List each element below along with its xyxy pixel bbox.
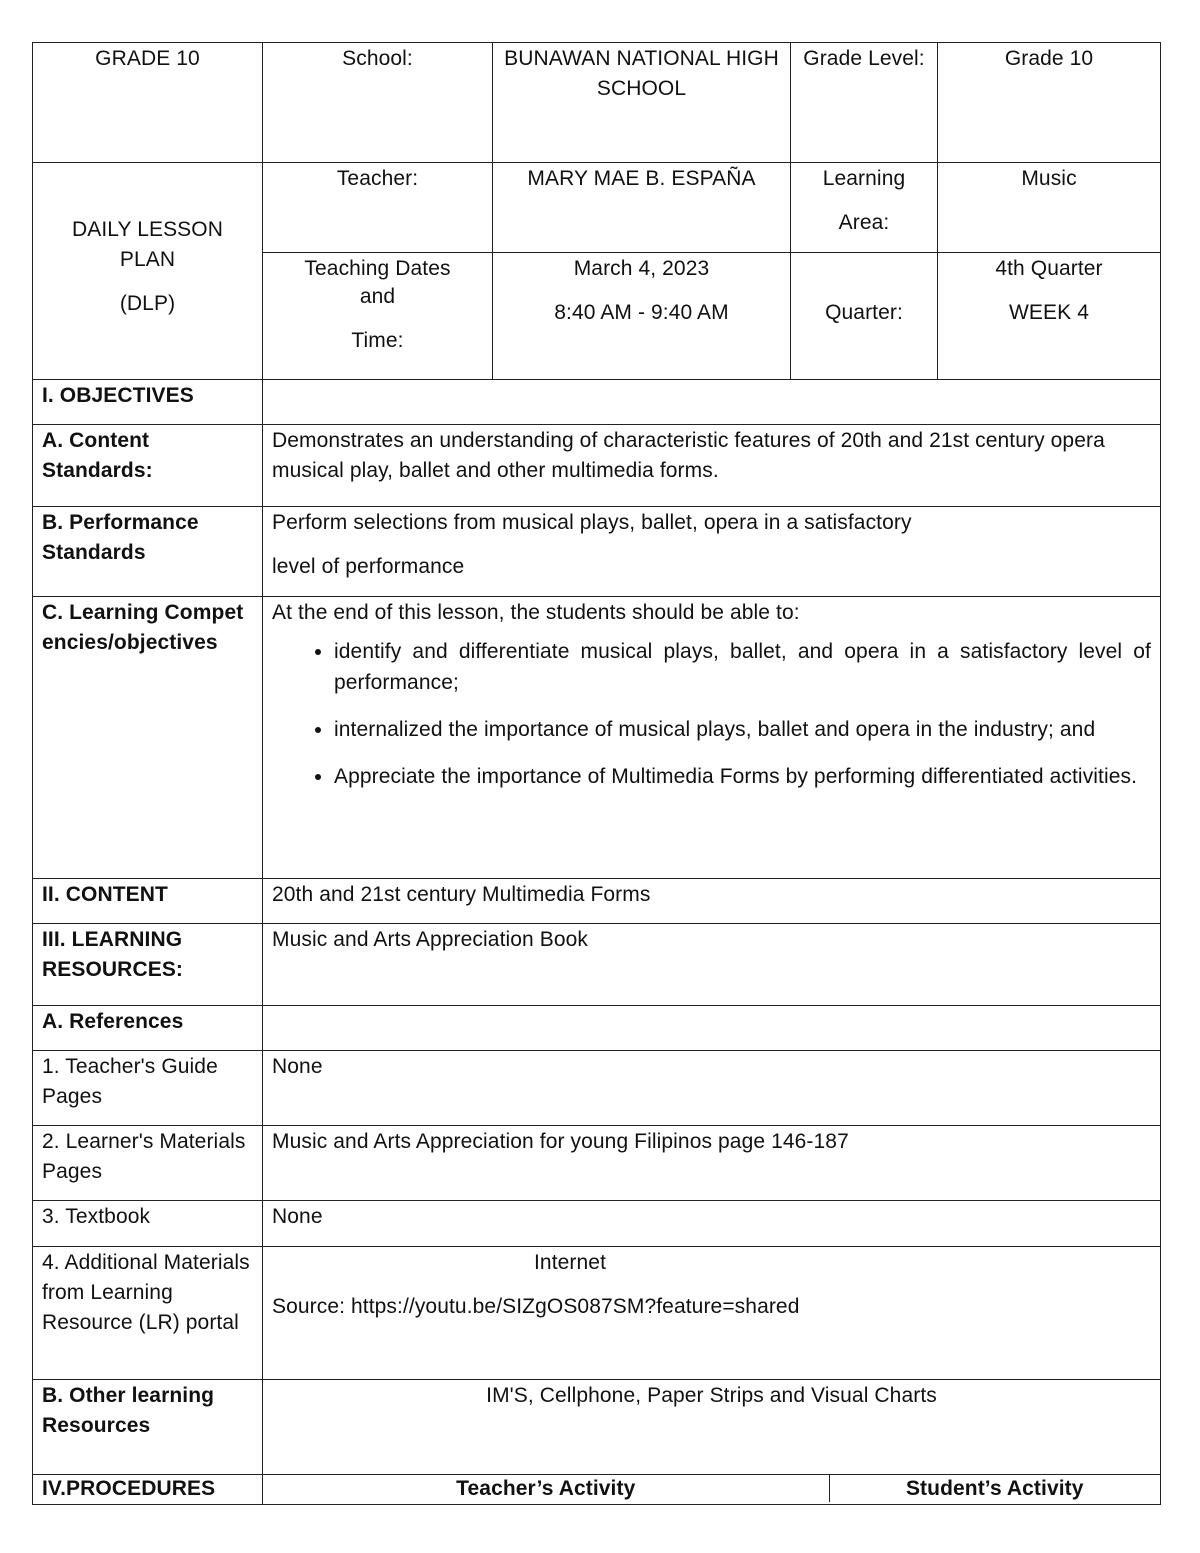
competencies-list xyxy=(272,636,1151,792)
school-value: BUNAWAN NATIONAL HIGH SCHOOL xyxy=(493,43,791,163)
teaching-dates-label-line1: Teaching Dates xyxy=(304,257,451,280)
competency-item: • identify and differentiate musical plays, ballet, and opera in a satisfactory level of performance; xyxy=(334,636,1151,698)
row-content xyxy=(33,879,1161,924)
learners-materials-text: Music and Arts Appreciation for young Filipinos page 146-187 xyxy=(263,1126,1161,1201)
row-learning-resources xyxy=(33,924,1161,1006)
row-procedures xyxy=(33,1475,1161,1505)
performance-standards-text xyxy=(263,507,1161,597)
lesson-plan-document xyxy=(32,42,1160,1505)
references-label: A. References xyxy=(33,1006,263,1051)
content-standards-label: A. Content Standards: xyxy=(33,425,263,507)
date-value: March 4, 2023 xyxy=(573,257,710,280)
performance-text-line2: level of performance xyxy=(272,555,465,578)
textbook-text: None xyxy=(263,1201,1161,1247)
procedures-label: IV.PROCEDURES xyxy=(33,1475,263,1505)
content-label: II. CONTENT xyxy=(33,879,263,924)
dlp-title-line2: PLAN xyxy=(119,247,176,271)
quarter-value xyxy=(938,253,1161,380)
row-textbook xyxy=(33,1201,1161,1247)
learning-resources-label: III. LEARNING RESOURCES: xyxy=(33,924,263,1006)
learners-materials-label: 2. Learner's Materials Pages xyxy=(33,1126,263,1201)
teaching-dates-label-line2: and xyxy=(359,285,396,308)
school-label: School: xyxy=(263,43,493,163)
textbook-label: 3. Textbook xyxy=(33,1201,263,1247)
learning-resources-text: Music and Arts Appreciation Book xyxy=(263,924,1161,1006)
performance-standards-label: B. Performance Standards xyxy=(33,507,263,597)
references-value xyxy=(263,1006,1161,1051)
row-references xyxy=(33,1006,1161,1051)
teacher-label: Teacher: xyxy=(263,163,493,253)
learning-competencies-content xyxy=(263,597,1161,879)
row-content-standards xyxy=(33,425,1161,507)
row-other-resources xyxy=(33,1380,1161,1475)
learning-area-value: Music xyxy=(938,163,1161,253)
content-standards-text: Demonstrates an understanding of characteristic features of 20th and 21st century opera musical play, ballet and other multimedia forms. xyxy=(263,425,1161,507)
competency-item: • Appreciate the importance of Multimedia Forms by performing differentiated activities. xyxy=(334,761,1151,792)
other-resources-label: B. Other learning Resources xyxy=(33,1380,263,1475)
learning-area-label-line1: Learning xyxy=(822,167,906,190)
grade-level-label: Grade Level: xyxy=(791,43,938,163)
row-performance-standards xyxy=(33,507,1161,597)
quarter-value-text: 4th Quarter xyxy=(995,257,1103,280)
header-row-teacher xyxy=(33,163,1161,253)
row-learning-competencies xyxy=(33,597,1161,879)
learning-area-label-line2: Area: xyxy=(838,211,890,234)
dlp-title-line1: DAILY LESSON xyxy=(72,217,223,241)
competency-item: • internalized the importance of musical plays, ballet and opera in the industry; and xyxy=(334,714,1151,745)
lesson-plan-table xyxy=(32,42,1161,1505)
competencies-intro: At the end of this lesson, the students should be able to: xyxy=(272,601,800,624)
additional-materials-label: 4. Additional Materials from Learning Resource (LR) portal xyxy=(33,1247,263,1380)
teaching-dates-value xyxy=(493,253,791,380)
additional-source: Source: https://youtu.be/SIZgOS087SM?feature=shared xyxy=(272,1295,800,1318)
dlp-title-line3: (DLP) xyxy=(119,291,176,315)
row-teachers-guide xyxy=(33,1051,1161,1126)
week-value: WEEK 4 xyxy=(1009,301,1089,324)
objectives-value xyxy=(263,380,1161,425)
header-row-school xyxy=(33,43,1161,163)
teacher-value: MARY MAE B. ESPAÑA xyxy=(493,163,791,253)
teaching-dates-label-line3: Time: xyxy=(351,329,404,352)
procedures-header-table xyxy=(263,1475,1160,1502)
row-learners-materials xyxy=(33,1126,1161,1201)
teachers-guide-text: None xyxy=(263,1051,1161,1126)
dlp-title xyxy=(33,163,263,380)
row-additional-materials xyxy=(33,1247,1161,1380)
performance-text-line1: Perform selections from musical plays, ballet, opera in a satisfactory xyxy=(272,511,912,534)
additional-materials-content xyxy=(263,1247,1161,1380)
row-objectives xyxy=(33,380,1161,425)
additional-internet: Internet xyxy=(534,1251,607,1274)
learning-area-label xyxy=(791,163,938,253)
grade-heading: GRADE 10 xyxy=(33,43,263,163)
teachers-guide-label: 1. Teacher's Guide Pages xyxy=(33,1051,263,1126)
teacher-activity-heading: Teacher’s Activity xyxy=(263,1475,829,1502)
procedures-activities xyxy=(263,1475,1161,1505)
grade-level-value: Grade 10 xyxy=(938,43,1161,163)
objectives-label: I. OBJECTIVES xyxy=(33,380,263,425)
teaching-dates-label xyxy=(263,253,493,380)
time-value: 8:40 AM - 9:40 AM xyxy=(554,301,729,324)
student-activity-heading: Student’s Activity xyxy=(905,1477,1084,1500)
other-resources-text: IM'S, Cellphone, Paper Strips and Visual Charts xyxy=(263,1380,1161,1475)
content-text: 20th and 21st century Multimedia Forms xyxy=(263,879,1161,924)
quarter-label-text: Quarter: xyxy=(825,301,903,324)
learning-competencies-label: C. Learning Competencies/objectives xyxy=(33,597,263,879)
quarter-label xyxy=(791,253,938,380)
